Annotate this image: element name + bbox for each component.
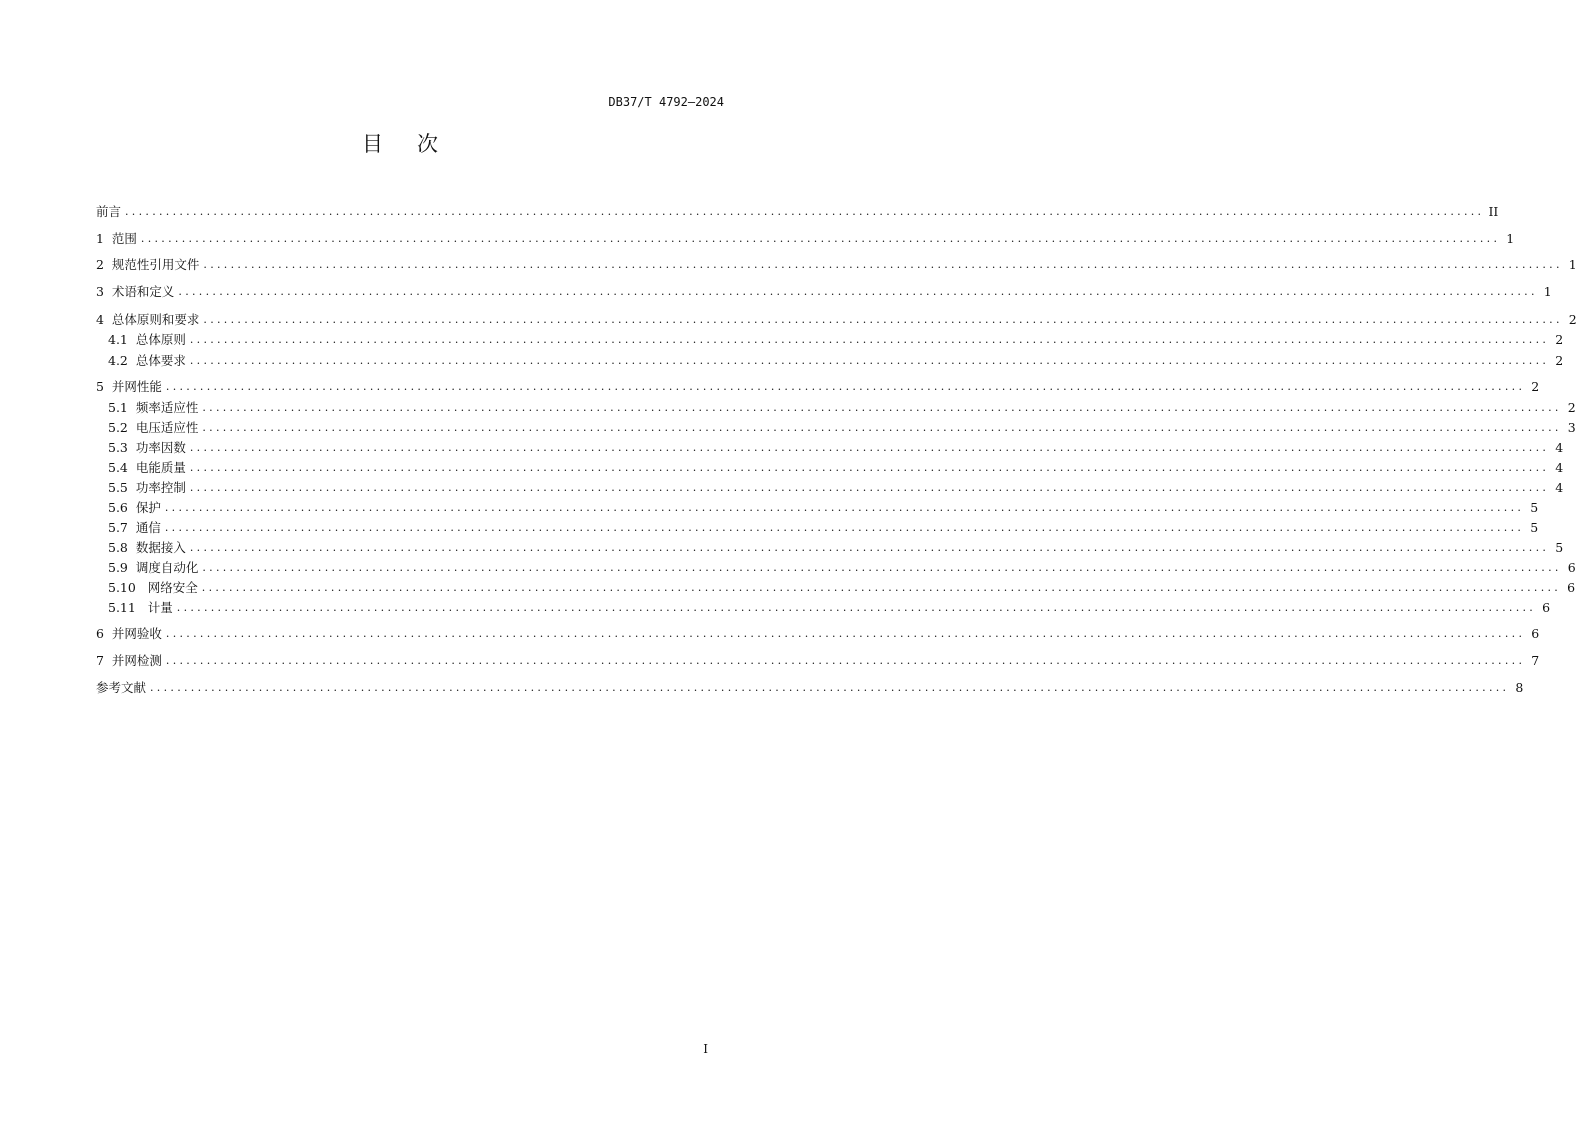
toc-page: 2 — [1568, 312, 1577, 327]
toc-number: 6 — [96, 626, 104, 641]
toc-label: 数据接入 — [135, 540, 186, 555]
toc-entry[interactable] — [108, 540, 1564, 556]
toc-page: 4 — [1555, 480, 1564, 495]
toc-page: 2 — [1555, 353, 1564, 368]
dot-leader: ........................................................................................................................................................................................................ — [202, 561, 1562, 574]
toc-entry[interactable] — [108, 500, 1539, 516]
toc-entry[interactable] — [108, 460, 1564, 476]
toc-label: 规范性引用文件 — [111, 257, 200, 272]
toc-entry[interactable] — [108, 520, 1539, 536]
toc-number: 5.8 — [108, 540, 128, 555]
spacer — [104, 312, 112, 328]
dot-leader: ........................................................................................................................................................................................................ — [125, 205, 1485, 218]
dot-leader: ........................................................................................................................................................................................................ — [202, 421, 1562, 434]
spacer — [128, 440, 136, 456]
toc-entry[interactable] — [108, 420, 1576, 436]
toc-number: 5.10 — [108, 580, 136, 595]
toc-page: 7 — [1531, 653, 1540, 668]
toc-page: 6 — [1567, 580, 1576, 595]
toc-page: 1 — [1543, 284, 1552, 299]
toc-number: 5.7 — [108, 520, 128, 535]
toc-page: 6 — [1531, 626, 1540, 641]
page-number: I — [703, 1042, 708, 1056]
toc-label: 前言 — [96, 204, 122, 219]
toc-label: 并网验收 — [111, 626, 162, 641]
toc-number: 5.2 — [108, 420, 128, 435]
toc-label: 电能质量 — [135, 460, 186, 475]
toc-entry[interactable] — [96, 312, 1577, 328]
toc-entry[interactable] — [96, 626, 1540, 642]
spacer — [104, 626, 112, 642]
toc-label: 参考文献 — [96, 680, 147, 695]
toc-label: 调度自动化 — [135, 560, 199, 575]
toc-entry[interactable] — [108, 480, 1564, 496]
toc-number: 1 — [96, 231, 104, 246]
dot-leader: ........................................................................................................................................................................................................ — [189, 461, 1550, 474]
toc-number: 7 — [96, 653, 104, 668]
toc-page: 2 — [1531, 379, 1540, 394]
dot-leader: ........................................................................................................................................................................................................ — [189, 481, 1550, 494]
toc-label: 总体原则 — [135, 332, 186, 347]
toc-entry[interactable] — [108, 332, 1564, 348]
title-char: 目 — [362, 132, 383, 156]
toc-number: 5.1 — [108, 400, 128, 415]
toc-page: 3 — [1567, 420, 1576, 435]
dot-leader: ........................................................................................................................................................................................................ — [178, 285, 1538, 298]
toc-page: 4 — [1555, 440, 1564, 455]
toc-label: 保护 — [135, 500, 161, 515]
dot-leader: ........................................................................................................................................................................................................ — [176, 601, 1537, 614]
dot-leader: ........................................................................................................................................................................................................ — [165, 380, 1526, 393]
toc-entry[interactable] — [96, 204, 1499, 220]
toc-number: 5.4 — [108, 460, 128, 475]
toc-label: 总体要求 — [135, 353, 186, 368]
toc-label: 通信 — [135, 520, 161, 535]
spacer — [128, 400, 136, 416]
toc-label: 频率适应性 — [135, 400, 199, 415]
toc-page: II — [1488, 204, 1499, 219]
toc-entry[interactable] — [108, 353, 1564, 369]
toc-entry[interactable] — [108, 560, 1576, 576]
toc-number: 5.11 — [108, 600, 136, 615]
dot-leader: ........................................................................................................................................................................................................ — [164, 521, 1525, 534]
toc-entry[interactable] — [108, 400, 1576, 416]
toc-number: 5 — [96, 379, 104, 394]
toc-number: 5.6 — [108, 500, 128, 515]
toc-entry[interactable] — [108, 600, 1551, 616]
title-char: 次 — [417, 132, 438, 156]
toc-entry[interactable] — [108, 440, 1564, 456]
document-number: DB37/T 4792—2024 — [608, 95, 724, 109]
dot-leader: ........................................................................................................................................................................................................ — [203, 258, 1563, 271]
dot-leader: ........................................................................................................................................................................................................ — [201, 581, 1562, 594]
toc-entry[interactable] — [96, 379, 1540, 395]
dot-leader: ........................................................................................................................................................................................................ — [203, 313, 1563, 326]
toc-entry[interactable] — [96, 231, 1515, 247]
spacer — [104, 257, 112, 273]
dot-leader: ........................................................................................................................................................................................................ — [140, 232, 1501, 245]
dot-leader: ........................................................................................................................................................................................................ — [189, 354, 1550, 367]
toc-label: 电压适应性 — [135, 420, 199, 435]
spacer — [128, 520, 136, 536]
toc-label: 网络安全 — [147, 580, 198, 595]
toc-number: 3 — [96, 284, 104, 299]
toc-page: 2 — [1567, 400, 1576, 415]
dot-leader: ........................................................................................................................................................................................................ — [164, 501, 1525, 514]
page-title — [0, 128, 800, 158]
spacer — [128, 540, 136, 556]
toc-page: 5 — [1530, 500, 1539, 515]
spacer — [128, 353, 136, 369]
spacer — [128, 500, 136, 516]
toc-number: 2 — [96, 257, 104, 272]
dot-leader: ........................................................................................................................................................................................................ — [189, 541, 1550, 554]
toc-page: 4 — [1555, 460, 1564, 475]
toc-number: 4.1 — [108, 332, 128, 347]
toc-page: 5 — [1555, 540, 1564, 555]
toc-label: 计量 — [147, 600, 173, 615]
toc-page: 8 — [1515, 680, 1524, 695]
toc-entry[interactable] — [96, 653, 1540, 669]
toc-label: 并网检测 — [111, 653, 162, 668]
toc-number: 4 — [96, 312, 104, 327]
toc-page: 1 — [1568, 257, 1577, 272]
spacer — [104, 231, 112, 247]
dot-leader: ........................................................................................................................................................................................................ — [189, 333, 1550, 346]
spacer — [104, 379, 112, 395]
toc-number: 5.3 — [108, 440, 128, 455]
toc-page: 1 — [1506, 231, 1515, 246]
dot-leader: ........................................................................................................................................................................................................ — [189, 441, 1550, 454]
toc-number: 5.9 — [108, 560, 128, 575]
spacer — [104, 653, 112, 669]
dot-leader: ........................................................................................................................................................................................................ — [165, 627, 1526, 640]
spacer — [104, 284, 112, 300]
toc-label: 功率因数 — [135, 440, 186, 455]
toc-page: 6 — [1567, 560, 1576, 575]
dot-leader: ........................................................................................................................................................................................................ — [165, 654, 1526, 667]
toc-label: 术语和定义 — [111, 284, 175, 299]
toc-number: 5.5 — [108, 480, 128, 495]
toc-label: 功率控制 — [135, 480, 186, 495]
toc-label: 并网性能 — [111, 379, 162, 394]
toc-entry[interactable] — [96, 284, 1552, 300]
spacer — [128, 560, 136, 576]
spacer — [136, 580, 148, 596]
toc-entry[interactable] — [108, 580, 1576, 596]
toc-page: 2 — [1555, 332, 1564, 347]
spacer — [136, 600, 148, 616]
spacer — [128, 420, 136, 436]
toc-entry[interactable] — [96, 257, 1577, 273]
toc-number: 4.2 — [108, 353, 128, 368]
toc-page: 6 — [1542, 600, 1551, 615]
toc-label: 范围 — [111, 231, 137, 246]
toc-entry[interactable] — [96, 680, 1524, 696]
toc-page: 5 — [1530, 520, 1539, 535]
spacer — [128, 460, 136, 476]
spacer — [128, 332, 136, 348]
dot-leader: ........................................................................................................................................................................................................ — [150, 681, 1510, 694]
dot-leader: ........................................................................................................................................................................................................ — [202, 401, 1562, 414]
toc-label: 总体原则和要求 — [111, 312, 200, 327]
spacer — [128, 480, 136, 496]
